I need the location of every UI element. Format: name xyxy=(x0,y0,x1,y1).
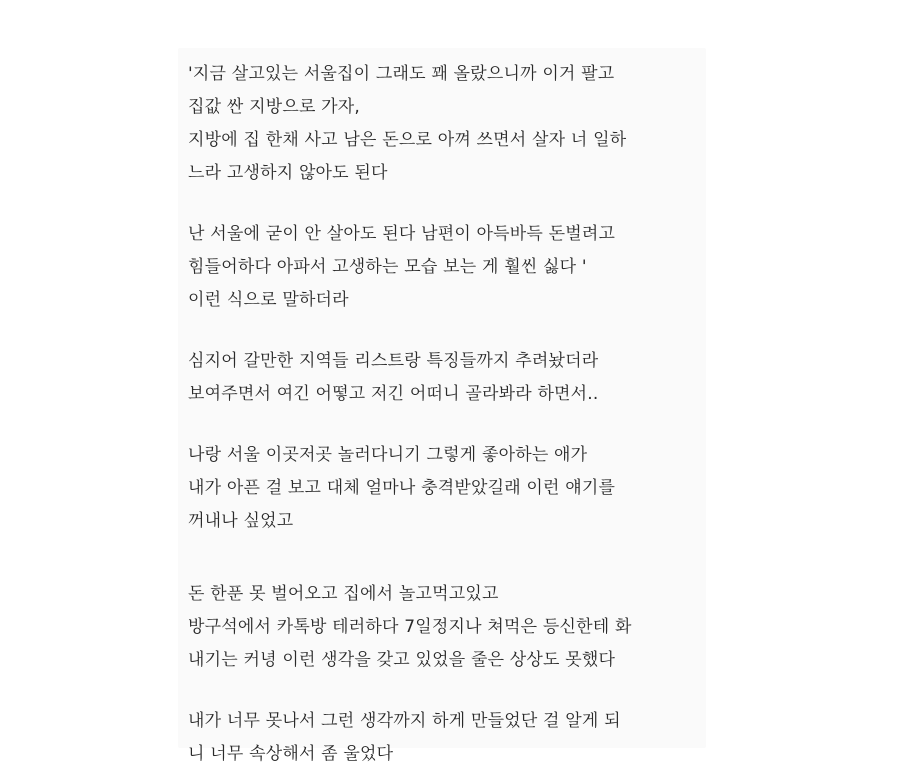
text-line: 이런 식으로 말하더라 xyxy=(188,290,349,310)
paragraph-6 xyxy=(188,705,708,771)
text-line: 느라 고생하지 않아도 된다 xyxy=(188,163,388,183)
text-line: 내가 너무 못나서 그런 생각까지 하게 만들었단 걸 알게 되 xyxy=(188,711,621,731)
text-line: 보여주면서 여긴 어떻고 저긴 어떠니 골라봐라 하면서.. xyxy=(188,384,599,404)
text-line: 내기는 커녕 이런 생각을 갖고 있었을 줄은 상상도 못했다 xyxy=(188,650,616,670)
text-line: 나랑 서울 이곳저곳 놀러다니기 그렇게 좋아하는 애가 xyxy=(188,445,588,465)
post-body-text xyxy=(188,58,708,771)
paragraph-2 xyxy=(188,218,708,317)
text-line: '지금 살고있는 서울집이 그래도 꽤 올랐으니까 이거 팔고 xyxy=(188,64,615,84)
text-line: 돈 한푼 못 벌어오고 집에서 놀고먹고있고 xyxy=(188,584,499,604)
paragraph-4 xyxy=(188,439,708,538)
text-line: 심지어 갈만한 지역들 리스트랑 특징들까지 추려놨더라 xyxy=(188,351,599,371)
text-line: 힘들어하다 아파서 고생하는 모습 보는 게 훨씬 싫다 ' xyxy=(188,257,587,277)
paragraph-5 xyxy=(188,578,708,677)
text-line: 지방에 집 한채 사고 남은 돈으로 아껴 쓰면서 살자 너 일하 xyxy=(188,130,627,150)
text-line: 집값 싼 지방으로 가자, xyxy=(188,97,361,117)
text-line: 니 너무 속상해서 좀 울었다 xyxy=(188,744,394,764)
paragraph-3 xyxy=(188,345,708,411)
text-line: 방구석에서 카톡방 테러하다 7일정지나 쳐먹은 등신한테 화 xyxy=(188,617,632,637)
text-line: 난 서울에 굳이 안 살아도 된다 남편이 아득바득 돈벌려고 xyxy=(188,224,616,244)
text-line: 내가 아픈 걸 보고 대체 얼마나 충격받았길래 이런 얘기를 xyxy=(188,478,616,498)
paragraph-1 xyxy=(188,58,708,190)
text-line: 꺼내나 싶었고 xyxy=(188,511,294,531)
